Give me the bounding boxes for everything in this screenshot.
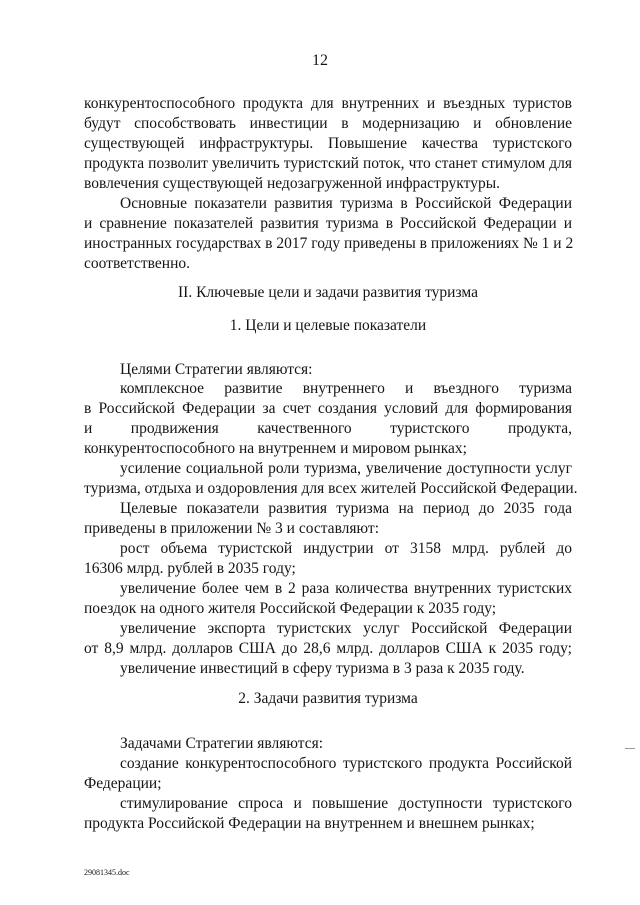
subsection-heading: 1. Цели и целевые показатели	[229, 317, 427, 334]
text-line: туризма, отдыха и оздоровления для всех жителей Российской Федерации.	[84, 480, 578, 497]
list-item-first-line: стимулирование спроса и повышение доступности туристского	[120, 795, 572, 812]
list-item-first-line: рост объема туристской индустрии от 3158 млрд. рублей до	[120, 540, 572, 557]
text-line: существующей инфраструктуры. Повышение качества туристского	[84, 135, 572, 152]
text-line: от 8,9 млрд. долларов США до 28,6 млрд. долларов США к 2035 году;	[84, 640, 572, 657]
footer-filename: 29081345.doc	[84, 868, 130, 877]
text-line: продукта позволит увеличить туристский поток, что станет стимулом для	[84, 155, 572, 172]
list-item-first-line: комплексное развитие внутреннего и въездного туризма	[120, 380, 572, 397]
text-line: 16306 млрд. рублей в 2035 году;	[84, 560, 296, 577]
list-item-first-line: создание конкурентоспособного туристского продукта Российской	[120, 755, 572, 772]
margin-mark	[625, 748, 635, 749]
subsection-heading: 2. Задачи развития туризма	[238, 690, 418, 707]
paragraph-first-line: Задачами Стратегии являются:	[120, 735, 324, 752]
page-number: 12	[312, 52, 328, 69]
section-heading: II. Ключевые цели и задачи развития туризма	[178, 284, 478, 301]
text-line: Федерации;	[84, 775, 162, 792]
text-line: приведены в приложении № 3 и составляют:	[84, 520, 379, 537]
paragraph-first-line: Целевые показатели развития туризма на период до 2035 года	[120, 500, 572, 517]
text-line: соответственно.	[84, 255, 190, 272]
list-item-first-line: увеличение инвестиций в сферу туризма в 3 раза к 2035 году.	[120, 660, 525, 677]
text-line: поездок на одного жителя Российской Федерации к 2035 году;	[84, 600, 497, 617]
list-item-first-line: увеличение более чем в 2 раза количества внутренних туристских	[120, 580, 572, 597]
text-line: и сравнение показателей развития туризма в Российской Федерации и	[84, 215, 572, 232]
text-line: конкурентоспособного на внутреннем и мировом рынках;	[84, 440, 467, 457]
paragraph-first-line: Основные показатели развития туризма в Российской Федерации	[120, 195, 572, 212]
text-line: вовлечения существующей недозагруженной инфраструктуры.	[84, 175, 500, 192]
text-line: и продвижения качественного туристского продукта,	[84, 420, 572, 437]
list-item-first-line: усиление социальной роли туризма, увеличение доступности услуг	[120, 460, 572, 477]
text-line: в Российской Федерации за счет создания условий для формирования	[84, 400, 572, 417]
text-line: иностранных государствах в 2017 году приведены в приложениях № 1 и 2	[84, 235, 574, 252]
text-line: будут способствовать инвестиции в модернизацию и обновление	[84, 115, 572, 132]
text-line: продукта Российской Федерации на внутреннем и внешнем рынках;	[84, 815, 535, 832]
list-item-first-line: увеличение экспорта туристских услуг Российской Федерации	[120, 620, 572, 637]
paragraph-first-line: Целями Стратегии являются:	[120, 361, 313, 378]
text-line: конкурентоспособного продукта для внутренних и въездных туристов	[84, 95, 572, 112]
